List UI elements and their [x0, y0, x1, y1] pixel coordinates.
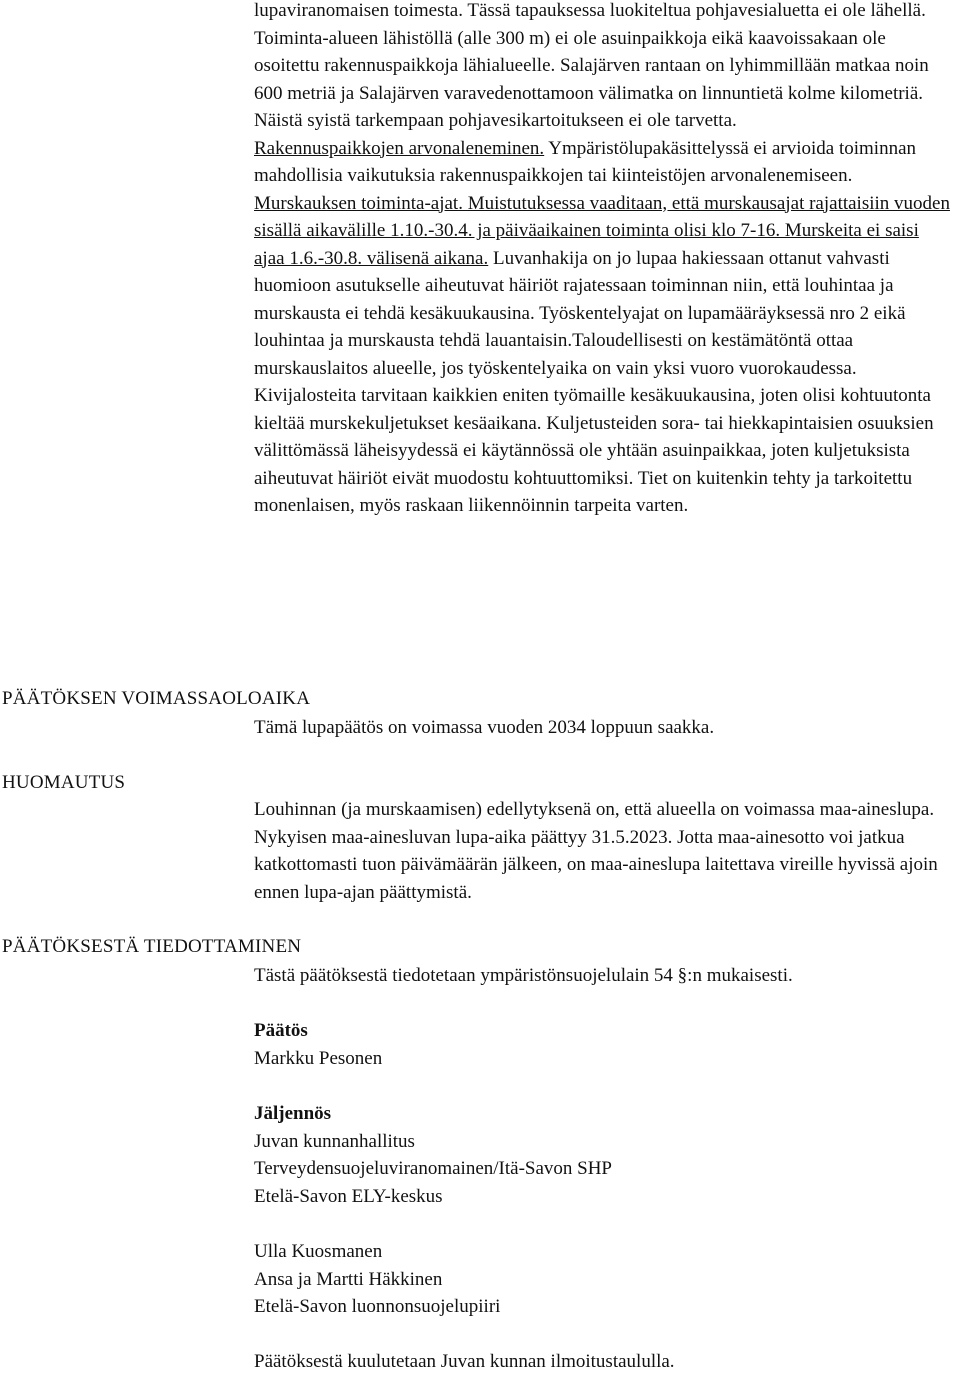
crushing-requirement: Murskauksen toiminta-ajat. Muistutuksessa vaaditaan, että murskausajat rajattaisiin vuoden sisällä aikavälille 1.10.-30.4. ja päiväaikainen toiminta olisi klo 7-16. Murskeita ei saisi ajaa 1.6.-30.8. välisenä aikana.: [254, 192, 950, 269]
announcement-text: Päätöksestä kuulutetaan Juvan kunnan ilmoitustaululla.: [254, 1351, 675, 1372]
copies-block-second: [254, 1238, 954, 1321]
recipient: Etelä-Savon luonnonsuojelupiiri: [254, 1296, 501, 1317]
decision-block: [254, 1017, 954, 1072]
informing-heading: PÄÄTÖKSESTÄ TIEDOTTAMINEN: [2, 936, 302, 957]
intro-section: [254, 0, 954, 520]
decision-label: Päätös: [254, 1020, 308, 1041]
recipient: Ansa ja Martti Häkkinen: [254, 1268, 443, 1290]
notice-heading: HUOMAUTUS: [2, 772, 126, 793]
copies-block: [254, 1100, 954, 1210]
crushing-paragraph: [254, 190, 954, 520]
groundwater-paragraph: lupaviranomaisen toimesta. Tässä tapauksessa luokiteltua pohjavesialuetta ei ole lähellä. Toiminta-alueen lähistöllä (alle 300 m) ei ole asuinpaikkoja eikä kaavoissakaan ole osoitettu rakennuspaikkoja lähialueelle. Salajärven rantaan on lyhimmillään matkaa noin 600 metriä ja Salajärven varavedenottamoon välimatka on linnuntietä kolme kilometriä. Näistä syistä tarkempaan pohjavesikartoitukseen ei ole tarvetta.: [254, 0, 929, 131]
recipient: Etelä-Savon ELY-keskus: [254, 1185, 443, 1207]
value-loss-title: Rakennuspaikkojen arvonaleneminen.: [254, 137, 545, 159]
value-loss-text: Ympäristölupakäsittelyssä ei arvioida toiminnan mahdollisia vaikutuksia rakennuspaikkojen tai kiinteistöjen arvonalenemiseen.: [254, 137, 917, 186]
informing-text: Tästä päätöksestä tiedotetaan ympäristönsuojelulain 54 §:n mukaisesti.: [254, 965, 793, 986]
crushing-response: Luvanhakija on jo lupaa hakiessaan ottanut vahvasti huomioon asutukselle aiheutuvat häiriöt rajatessaan toiminnan niin, että louhintaa ja murskausta ei tehdä kesäkuukausina. Työskentelyajat on lupamääräyksessä nro 2 eikä louhintaa ja murskausta tehdä lauantaisin.Taloudellisesti on kestämätöntä ottaa murskauslaitos alueelle, jos työskentelyaika on vain yksi vuoro vuorokaudessa. Kivijalosteita tarvitaan kaikkien eniten työmaille kesäkuukausina, joten olisi kohtuutonta kieltää murskekuljetukset kesäaikana. Kuljetusteiden sora- tai hiekkapintaisien osuuksien välittömässä läheisyydessä ei käytännössä ole yhtään asuinpaikkaa, joten kuljetuksista aiheutuvat häiriöt eivät muodostu kohtuuttomiksi. Tiet on kuitenkin tehty ja tarkoitettu monenlaisen, myös raskaan liikennöinnin tarpeita varten.: [254, 247, 934, 516]
value-loss-paragraph: [254, 135, 954, 190]
recipient: Ulla Kuosmanen: [254, 1241, 383, 1262]
validity-heading: PÄÄTÖKSEN VOIMASSAOLOAIKA: [2, 688, 311, 709]
recipient: Terveydensuojeluviranomainen/Itä-Savon SHP: [254, 1158, 613, 1179]
copies-label: Jäljennös: [254, 1103, 332, 1124]
decision-maker-name: Markku Pesonen: [254, 1047, 383, 1069]
validity-text: Tämä lupapäätös on voimassa vuoden 2034 loppuun saakka.: [254, 717, 715, 738]
recipient: Juvan kunnanhallitus: [254, 1130, 415, 1152]
notice-text: Louhinnan (ja murskaamisen) edellytyksenä on, että alueella on voimassa maa-aineslupa. Nykyisen maa-ainesluvan lupa-aika päättyy 31.5.2023. Jotta maa-ainesotto voi jatkua katkottomasti tuon päivämäärän jälkeen, on maa-aineslupa laitettava vireille hyvissä ajoin ennen lupa-ajan päättymistä.: [254, 799, 938, 903]
